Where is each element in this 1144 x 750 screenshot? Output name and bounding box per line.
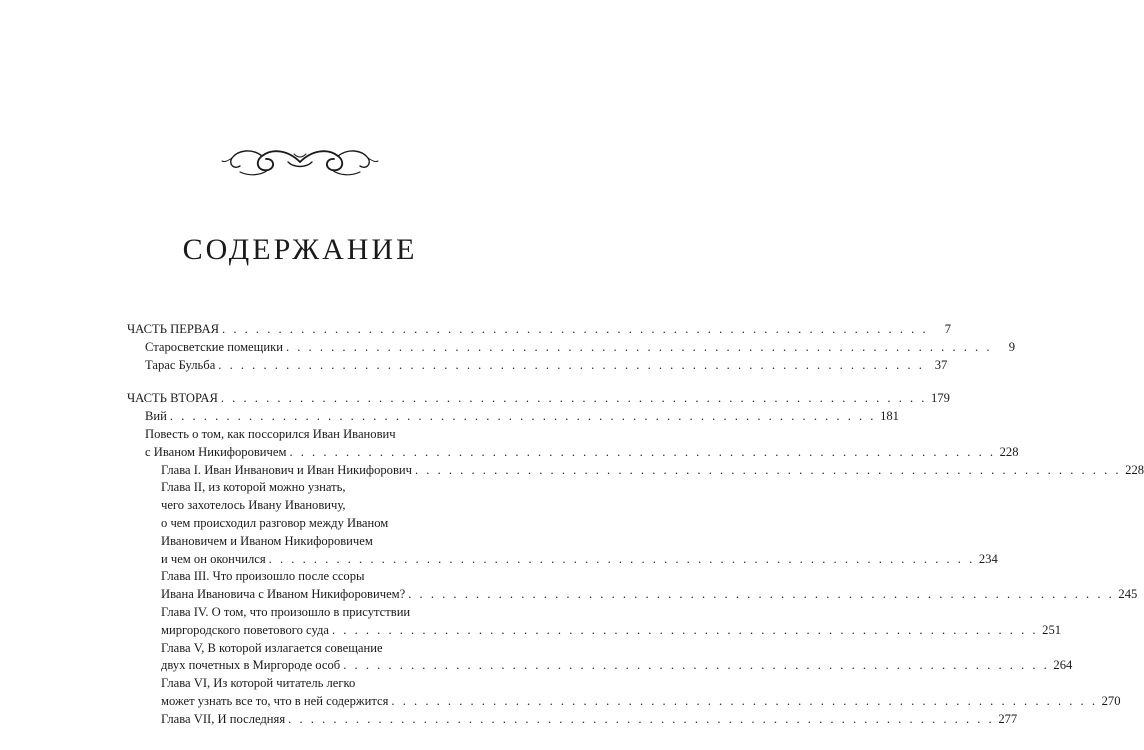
toc-page-number: 228 xyxy=(999,444,1019,459)
toc-entry-chapter-5[interactable] xyxy=(127,657,1073,675)
toc-page-number: 228 xyxy=(1125,462,1144,477)
toc-entry-part1[interactable] xyxy=(127,321,952,339)
toc-entry-chapter-3-line[interactable]: Глава III. Что произошло после ссоры xyxy=(161,569,365,584)
section-gap xyxy=(127,374,460,390)
dot-leader: . . . . . . . . . . . . . . . . . . . . . . . . . . . . . . . . . . . . . . . . . . . . . . . . . . . . . . . . . . . . . . . xyxy=(285,339,992,354)
toc-entry-povest-line[interactable]: Повесть о том, как поссорился Иван Иванович xyxy=(145,426,396,441)
toc-entry-chapter-2-line[interactable]: Ивановичем и Иваном Никифоровичем xyxy=(161,533,373,548)
toc-entry-chapter-5-line[interactable]: Глава V, В которой излагается совещание xyxy=(161,640,383,655)
toc-entry-label: Глава I. Иван Инванович и Иван Никифорович xyxy=(161,462,412,477)
toc-entry-label: Вий xyxy=(145,409,167,424)
toc-page-number: 270 xyxy=(1101,693,1121,708)
toc-entry-chapter-2-line[interactable]: Глава II, из которой можно узнать, xyxy=(161,480,346,495)
toc-entry-chapter-3[interactable] xyxy=(127,586,1138,604)
toc-page-number: 245 xyxy=(1118,587,1138,602)
toc-page-number: 251 xyxy=(1042,622,1062,637)
dot-leader: . . . . . . . . . . . . . . . . . . . . . . . . . . . . . . . . . . . . . . . . . . . . . . . . . . . . . . . . . . . . . . . xyxy=(222,322,929,336)
toc-page-number: 277 xyxy=(998,711,1018,726)
toc-entry-chapter-2-line[interactable]: чего захотелось Ивану Ивановичу, xyxy=(161,498,346,513)
toc-page-number: 181 xyxy=(880,409,899,424)
toc-entry-chapter-2[interactable] xyxy=(127,551,998,569)
flourish-ornament-icon xyxy=(222,140,378,184)
toc-entry-label: двух почетных в Миргороде особ xyxy=(161,658,341,673)
dot-leader: . . . . . . . . . . . . . . . . . . . . . . . . . . . . . . . . . . . . . . . . . . . . . . . . . . . . . . . . . . . . . . . xyxy=(288,711,995,726)
toc-entry-povest[interactable] xyxy=(127,444,1019,462)
toc-entry-label: Тарас Бульба xyxy=(145,357,216,372)
toc-entry-chapter-1[interactable] xyxy=(127,462,1144,480)
toc-entry-chapter-2-line[interactable]: о чем происходил разговор между Иваном xyxy=(161,515,389,530)
dot-leader: . . . . . . . . . . . . . . . . . . . . . . . . . . . . . . . . . . . . . . . . . . . . . . . . . . . . . . . . . . . . . . . xyxy=(169,409,876,424)
toc-entry-viy[interactable] xyxy=(127,408,899,426)
page-title: СОДЕРЖАНИЕ xyxy=(182,233,418,266)
toc-entry-chapter-4-line[interactable]: Глава IV. О том, что произошло в присутствии xyxy=(161,604,411,619)
toc-page-number: 264 xyxy=(1053,658,1073,673)
dot-leader: . . . . . . . . . . . . . . . . . . . . . . . . . . . . . . . . . . . . . . . . . . . . . . . . . . . . . . . . . . . . . . . xyxy=(289,444,996,459)
toc-entry-label: Ивана Ивановича с Иваном Никифоровичем? xyxy=(161,587,406,602)
toc-entry-taras[interactable] xyxy=(127,357,948,375)
toc-entry-chapter-4[interactable] xyxy=(127,622,1062,640)
dot-leader: . . . . . . . . . . . . . . . . . . . . . . . . . . . . . . . . . . . . . . . . . . . . . . . . . . . . . . . . . . . . . . . xyxy=(268,551,975,566)
toc-page-number: 7 xyxy=(944,322,952,336)
toc-entry-part2[interactable] xyxy=(127,390,950,408)
table-of-contents xyxy=(127,321,1144,729)
toc-entry-label: Старосветские помещики xyxy=(145,339,283,354)
toc-entry-label: ЧАСТЬ ВТОРАЯ xyxy=(127,391,218,406)
toc-entry-chapter-7[interactable] xyxy=(127,711,1018,729)
toc-page-number: 37 xyxy=(934,357,948,372)
dot-leader: . . . . . . . . . . . . . . . . . . . . . . . . . . . . . . . . . . . . . . . . . . . . . . . . . . . . . . . . . . . . . . . xyxy=(343,658,1050,673)
dot-leader: . . . . . . . . . . . . . . . . . . . . . . . . . . . . . . . . . . . . . . . . . . . . . . . . . . . . . . . . . . . . . . . xyxy=(414,462,1122,477)
toc-page-number: 234 xyxy=(978,551,998,566)
toc-entry-chapter-6[interactable] xyxy=(127,693,1121,711)
toc-entry-starosvetskie[interactable] xyxy=(127,339,1015,357)
toc-entry-label: может узнать все то, что в ней содержится xyxy=(161,693,389,708)
toc-entry-label: и чем он окончился xyxy=(161,551,266,566)
toc-entry-label: Глава VII, И последняя xyxy=(161,711,286,726)
toc-page-number: 9 xyxy=(1008,339,1015,354)
toc-entry-label: миргородского поветового суда xyxy=(161,622,329,637)
toc-entry-chapter-6-line[interactable]: Глава VI, Из которой читатель легко xyxy=(161,676,356,691)
toc-entry-label: с Иваном Никифоровичем xyxy=(145,444,287,459)
toc-entry-label: ЧАСТЬ ПЕРВАЯ xyxy=(127,322,220,336)
dot-leader: . . . . . . . . . . . . . . . . . . . . . . . . . . . . . . . . . . . . . . . . . . . . . . . . . . . . . . . . . . . . . . . xyxy=(220,391,927,406)
dot-leader: . . . . . . . . . . . . . . . . . . . . . . . . . . . . . . . . . . . . . . . . . . . . . . . . . . . . . . . . . . . . . . . xyxy=(218,357,925,372)
dot-leader: . . . . . . . . . . . . . . . . . . . . . . . . . . . . . . . . . . . . . . . . . . . . . . . . . . . . . . . . . . . . . . . xyxy=(391,693,1098,708)
toc-page-number: 179 xyxy=(931,391,950,406)
dot-leader: . . . . . . . . . . . . . . . . . . . . . . . . . . . . . . . . . . . . . . . . . . . . . . . . . . . . . . . . . . . . . . . xyxy=(331,622,1039,637)
dot-leader: . . . . . . . . . . . . . . . . . . . . . . . . . . . . . . . . . . . . . . . . . . . . . . . . . . . . . . . . . . . . . . . xyxy=(408,587,1115,602)
